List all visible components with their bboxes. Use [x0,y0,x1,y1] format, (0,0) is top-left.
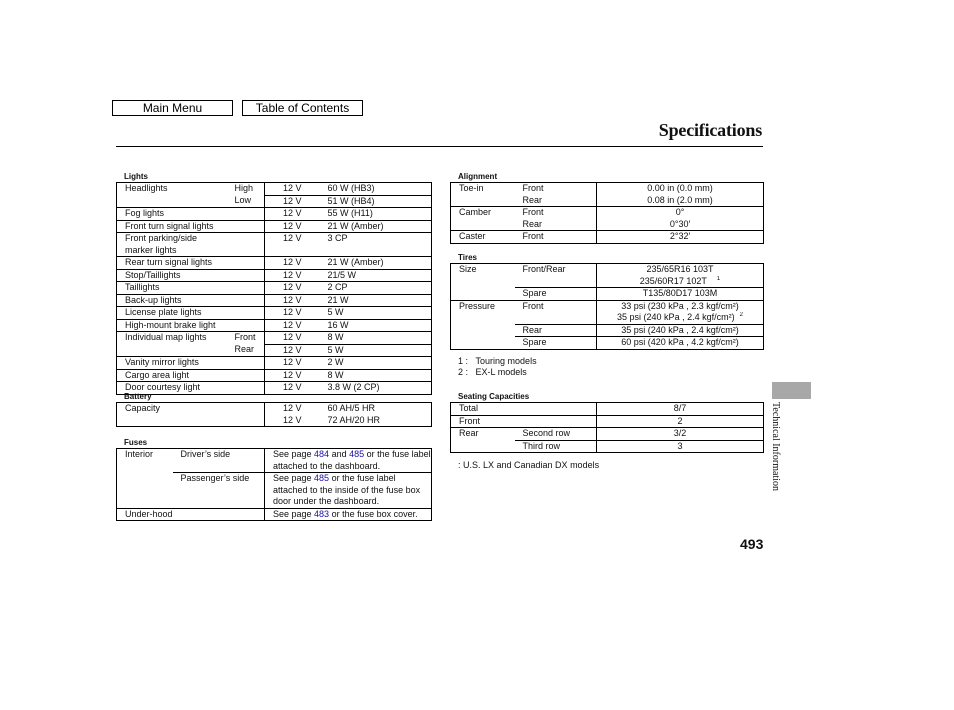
alignment-item: Caster [451,231,515,244]
alignment-position: Rear [522,218,543,229]
light-position [227,208,265,221]
light-name: Front turn signal lights [117,220,227,233]
light-voltage: 12 V [265,332,320,345]
fuses-heading: Fuses [124,438,148,447]
light-name [117,344,227,357]
tire-item: Pressure [451,300,515,312]
alignment-value: 2°32′ [597,231,764,244]
light-voltage: 12 V [265,382,320,395]
light-name: Fog lights [117,208,227,221]
light-position [227,269,265,282]
footnote-1: 1 : Touring models [458,356,537,366]
light-voltage: 12 V [265,369,320,382]
alignment-value: 0° [597,207,764,219]
light-voltage: 12 V [265,294,320,307]
seating-item: Rear [451,428,515,441]
lights-table [116,182,432,395]
light-wattage: 21 W [320,294,432,307]
battery-table [116,402,432,427]
table-row [117,195,432,208]
table-row [117,233,432,257]
table-row [117,282,432,295]
light-voltage: 12 V [265,344,320,357]
light-position [227,257,265,270]
tire-position: Front [515,300,597,312]
light-wattage: 8 W [320,369,432,382]
table-row [117,208,432,221]
tire-position: Front/Rear [522,264,566,274]
section-label: Technical Information [770,402,781,491]
fuse-location: Interior [125,449,154,459]
fuse-reference: See page 484 and 485 or the fuse label attached to the dashboard. [265,449,432,473]
tires-table [450,263,764,350]
battery-rating: 60 AH/5 HR [327,403,376,413]
seating-value: 2 [597,415,764,428]
table-row [117,344,432,357]
light-position [227,233,265,257]
light-position: Low [234,195,252,205]
light-position [227,220,265,233]
fuse-side: Passenger’s side [173,473,265,509]
alignment-value: 0.00 in (0.0 mm) [597,183,764,195]
light-name: High-mount brake light [117,319,227,332]
light-position: Front [227,332,265,345]
light-position [227,307,265,320]
light-name: Back-up lights [117,294,227,307]
light-name: Taillights [117,282,227,295]
tires-heading: Tires [458,253,477,262]
light-name: Front parking/side marker lights [117,233,227,257]
table-of-contents-button[interactable]: Table of Contents [242,100,363,116]
light-name: Individual map lights [117,332,227,345]
fuses-table [116,448,432,521]
light-voltage: 12 V [265,357,320,370]
light-wattage: 2 W [320,357,432,370]
light-wattage: 3 CP [320,233,432,257]
table-row [117,369,432,382]
light-position [227,282,265,295]
battery-rating: 72 AH/20 HR [327,414,381,425]
light-voltage: 12 V [265,269,320,282]
battery-capacity-label: Capacity [125,403,161,413]
light-wattage: 21 W (Amber) [320,257,432,270]
alignment-position: Front [522,183,544,193]
battery-voltage: 12 V [265,415,320,427]
fuse-reference: See page 485 or the fuse label attached to the inside of the fuse box door under the dashboard. [265,473,432,509]
light-position [227,369,265,382]
tire-value: 235/60R17 102T $^1$ [597,276,764,288]
section-tab [772,382,811,399]
light-position [227,294,265,307]
light-wattage: 55 W (H11) [320,208,432,221]
light-voltage: 12 V [265,257,320,270]
light-wattage: 8 W [320,332,432,345]
footnote-marker: 1 [716,275,721,282]
table-row [117,183,432,196]
light-wattage: 21/5 W [320,269,432,282]
table-row [117,319,432,332]
fuse-location: Under-hood [117,508,173,521]
seating-value: 8/7 [597,403,764,416]
table-row [117,382,432,395]
tire-position: Spare [515,288,597,301]
footnote-marker: 2 [739,312,743,318]
seating-footnote: : U.S. LX and Canadian DX models [458,460,600,470]
light-voltage: 12 V [265,282,320,295]
alignment-heading: Alignment [458,172,498,181]
tire-value: 35 psi (240 kPa , 2.4 kgf/cm²) $^2$ [597,312,764,324]
seating-value: 3 [597,440,764,453]
table-row [117,257,432,270]
lights-heading: Lights [124,172,148,181]
page-link-483[interactable]: 483 [314,508,330,519]
light-wattage: 21 W (Amber) [320,220,432,233]
seating-table [450,402,764,453]
seating-row: Third row [515,440,597,453]
alignment-position: Front [515,207,597,219]
battery-heading: Battery [124,392,152,401]
light-voltage: 12 V [265,208,320,221]
page-number: 493 [740,536,764,552]
table-row [117,357,432,370]
alignment-value: 0.08 in (2.0 mm) [597,195,764,207]
light-wattage: 2 CP [320,282,432,295]
alignment-item: Camber [451,207,515,219]
light-name: Cargo area light [117,369,227,382]
fuse-side: Driver’s side [180,449,231,459]
title-divider [116,146,763,147]
alignment-table [450,182,764,244]
light-name [117,195,227,208]
light-position: Rear [234,344,255,354]
light-voltage: 12 V [265,307,320,320]
battery-voltage: 12 V [265,403,320,415]
light-position [227,319,265,332]
alignment-position: Front [515,231,597,244]
light-name: Stop/Taillights [117,269,227,282]
light-voltage: 12 V [265,195,320,208]
page-link-484[interactable]: 484 [314,449,330,459]
light-position: High [234,183,254,193]
light-wattage: 60 W (HB3) [327,183,375,193]
page-title: Specifications [658,120,762,140]
footnote-2: 2 : EX-L models [458,367,527,377]
light-wattage: 16 W [320,319,432,332]
page-link-485[interactable]: 485 [349,449,365,459]
main-menu-button[interactable]: Main Menu [112,100,233,116]
alignment-value: 0°30′ [597,219,764,231]
light-position [227,357,265,370]
light-name: Vanity mirror lights [117,357,227,370]
light-name: Rear turn signal lights [117,257,227,270]
table-row [117,294,432,307]
tire-value: 35 psi (240 kPa , 2.4 kgf/cm²) [597,324,764,337]
light-voltage: 12 V [265,233,320,257]
light-wattage: 5 W [320,307,432,320]
table-row [117,269,432,282]
tire-value: 33 psi (230 kPa , 2.3 kgf/cm²) [597,300,764,312]
table-row [117,307,432,320]
tire-value: T135/80D17 103M [597,288,764,301]
fuse-reference: See page 483 or the fuse box cover. [265,508,432,521]
light-wattage: 3.8 W (2 CP) [320,382,432,395]
table-row [117,332,432,345]
seating-row: Second row [515,428,597,441]
tire-position: Rear [515,324,597,337]
tire-value: 235/65R16 103T [597,264,764,276]
light-name: Door courtesy light [117,382,227,395]
tire-value: 60 psi (420 kPa , 4.2 kgf/cm²) [597,337,764,350]
seating-item: Front [451,415,597,428]
light-name: License plate lights [117,307,227,320]
light-voltage: 12 V [265,183,320,196]
light-voltage: 12 V [265,319,320,332]
light-wattage: 5 W [320,344,432,357]
seating-heading: Seating Capacities [458,392,530,401]
light-wattage: 51 W (HB4) [320,195,432,208]
table-row [117,220,432,233]
page-link-485[interactable]: 485 [314,473,330,483]
light-name: Headlights [125,183,168,193]
seating-value: 3/2 [597,428,764,441]
light-position [227,382,265,395]
alignment-item: Toe-in [459,183,484,193]
tire-item: Size [459,264,477,274]
tire-position: Spare [515,337,597,350]
seating-item: Total [459,403,479,413]
alignment-position: Rear [522,194,543,205]
light-voltage: 12 V [265,220,320,233]
